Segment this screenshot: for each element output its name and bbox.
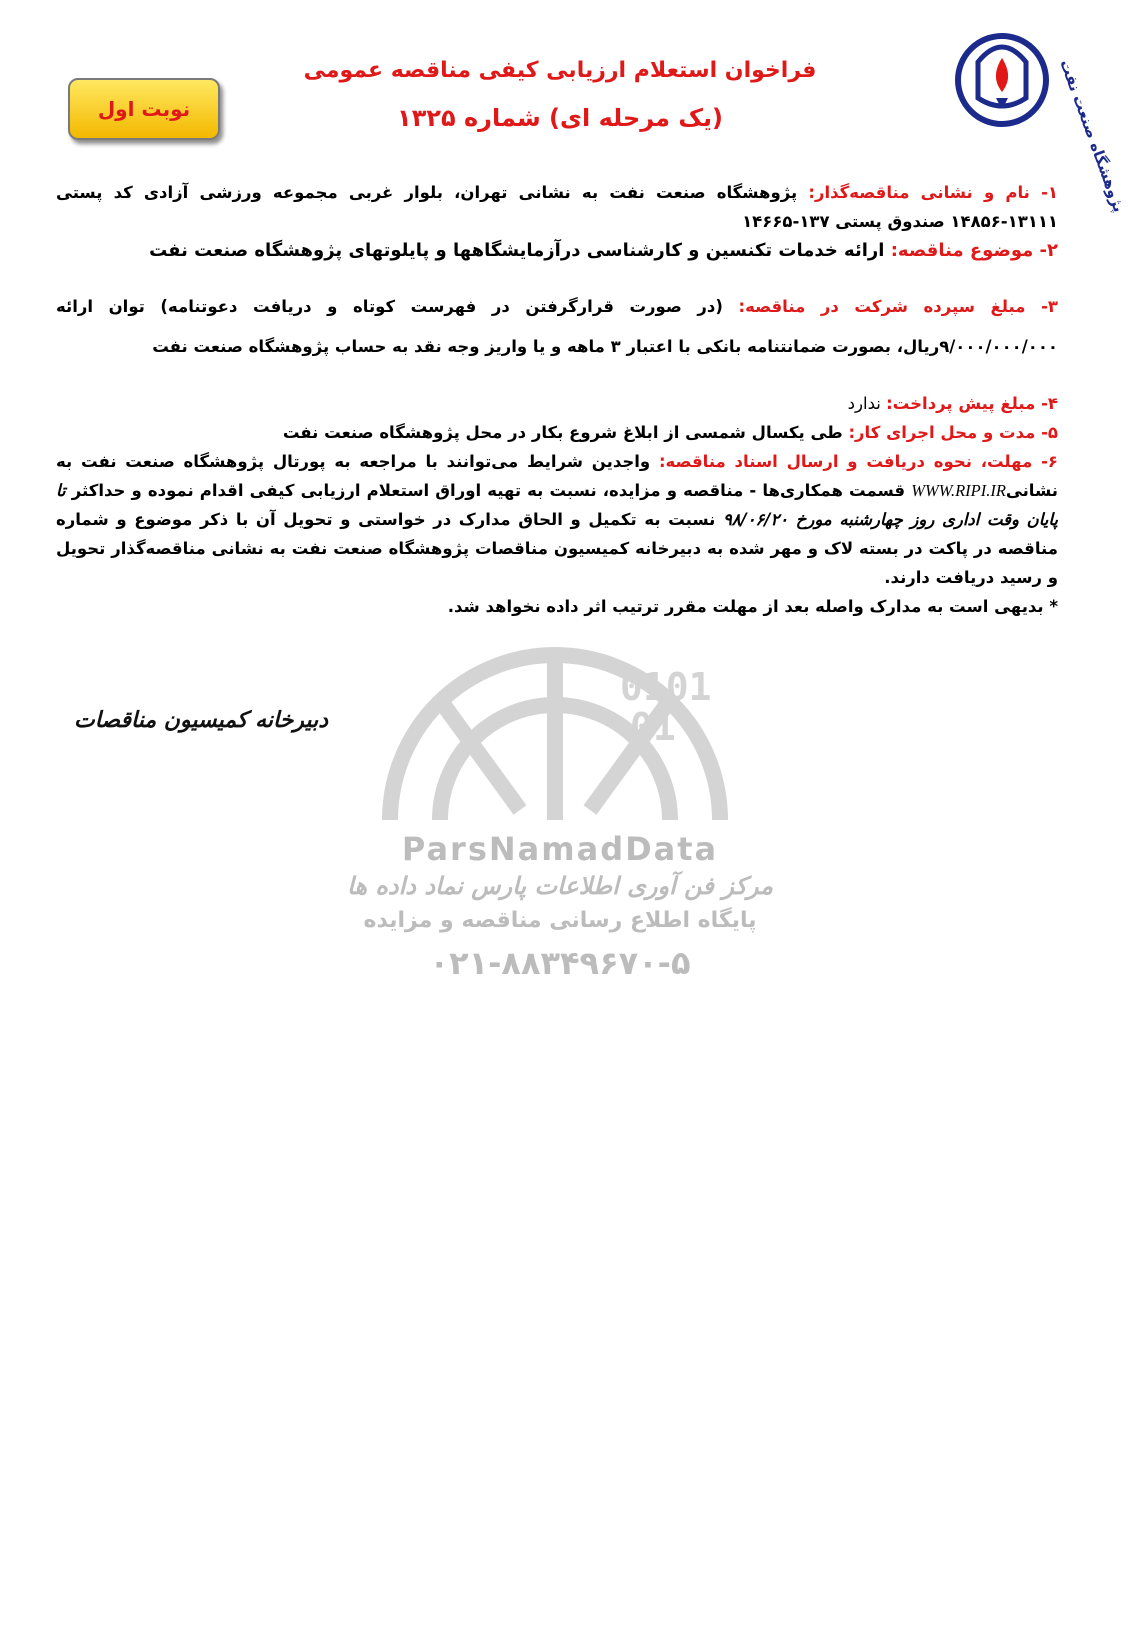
item-3 <box>56 287 1058 367</box>
ripi-logo <box>938 22 1129 215</box>
item-1-text: پژوهشگاه صنعت نفت به نشانی تهران، بلوار غربی مجموعه ورزشی آزادی کد پستی ۱۳۱۱۱-۱۴۸۵۶ صندوق پستی ۱۳۷-۱۴۶۶۵ <box>56 183 1058 231</box>
item-2 <box>56 236 1058 265</box>
portal-url[interactable]: WWW.RIPI.IR <box>911 481 1006 500</box>
item-5 <box>56 418 1058 447</box>
item-4 <box>56 389 1058 418</box>
item-2-text: ارائه خدمات تکنسین و کارشناسی درآزمایشگاهها و پایلوتهای پژوهشگاه صنعت نفت <box>149 240 891 261</box>
item-6-text-c: نسبت به تکمیل و الحاق مدارک در خواستی و تحویل آن با ذکر موضوع و شماره مناقصه در پاکت در بسته لاک و مهر شده به دبیرخانه کمیسیون مناقصات پژوهشگاه صنعت نفت به نشانی مناقصه‌گذار تحویل و رسید دریافت دارند. <box>56 510 1058 587</box>
page-title: فراخوان استعلام ارزیابی کیفی مناقصه عمومی <box>303 58 817 83</box>
watermark-line-fa: مرکز فن آوری اطلاعات پارس نماد داده ها <box>347 872 773 900</box>
item-3-label: ۳- مبلغ سپرده شرکت در مناقصه: <box>738 297 1058 316</box>
flame-icon <box>996 58 1008 92</box>
item-1-label: ۱- نام و نشانی مناقصه‌گذار: <box>808 183 1058 202</box>
item-5-label: ۵- مدت و محل اجرای کار: <box>848 423 1058 442</box>
deadline-text: تا پایان وقت اداری روز چهارشنبه مورخ ۹۸/۰۶/۲۰ <box>56 481 1058 529</box>
item-6-label: ۶- مهلت، نحوه دریافت و ارسال اسناد مناقصه: <box>658 452 1058 471</box>
note: * بدیهی است به مدارک واصله بعد از مهلت مقرر ترتیب اثر داده نخواهد شد. <box>447 597 1058 616</box>
logo-text: پژوهشگاه صنعت نفت <box>1056 57 1129 215</box>
signature: دبیرخانه کمیسیون مناقصات <box>74 708 328 733</box>
item-6-text-a: واجدین شرایط می‌توانند با مراجعه به پورتال پژوهشگاه صنعت نفت به نشانی <box>56 452 1058 500</box>
badge-label: نوبت اول <box>97 97 191 121</box>
item-6-text-b: قسمت همکاری‌ها - مناقصه و مزایده، نسبت به تهیه اوراق استعلام ارزیابی کیفی اقدام نموده و حداکثر <box>65 481 912 500</box>
svg-text:01: 01 <box>630 705 676 749</box>
watermark-brand: ParsNamadData <box>401 830 719 868</box>
page-subtitle: (یک مرحله ای) شماره ۱۳۲۵ <box>397 104 723 132</box>
watermark-line2: پایگاه اطلاع رسانی مناقصه و مزایده <box>363 908 757 933</box>
svg-text:0101: 0101 <box>620 665 712 709</box>
item-4-label: ۴- مبلغ پیش پرداخت: <box>886 394 1058 413</box>
watermark-phone: ۰۲۱-۸۸۳۴۹۶۷۰-۵ <box>429 944 691 982</box>
item-5-text: طی یکسال شمسی از ابلاغ شروع بکار در محل پژوهشگاه صنعت نفت <box>282 423 849 442</box>
item-2-label: ۲- موضوع مناقصه: <box>890 240 1058 261</box>
item-1 <box>56 178 1058 236</box>
tender-body <box>56 178 1058 621</box>
round-badge <box>68 78 220 140</box>
item-3-text: (در صورت قرارگرفتن در فهرست کوتاه و دریافت دعوتنامه) توان ارائه ۹/۰۰۰/۰۰۰/۰۰۰ریال، بصورت ضمانتنامه بانکی با اعتبار ۳ ماهه و یا واریز وجه نقد به حساب پژوهشگاه صنعت نفت <box>56 297 1058 356</box>
item-4-text: ندارد <box>847 394 887 413</box>
item-6 <box>56 447 1058 592</box>
